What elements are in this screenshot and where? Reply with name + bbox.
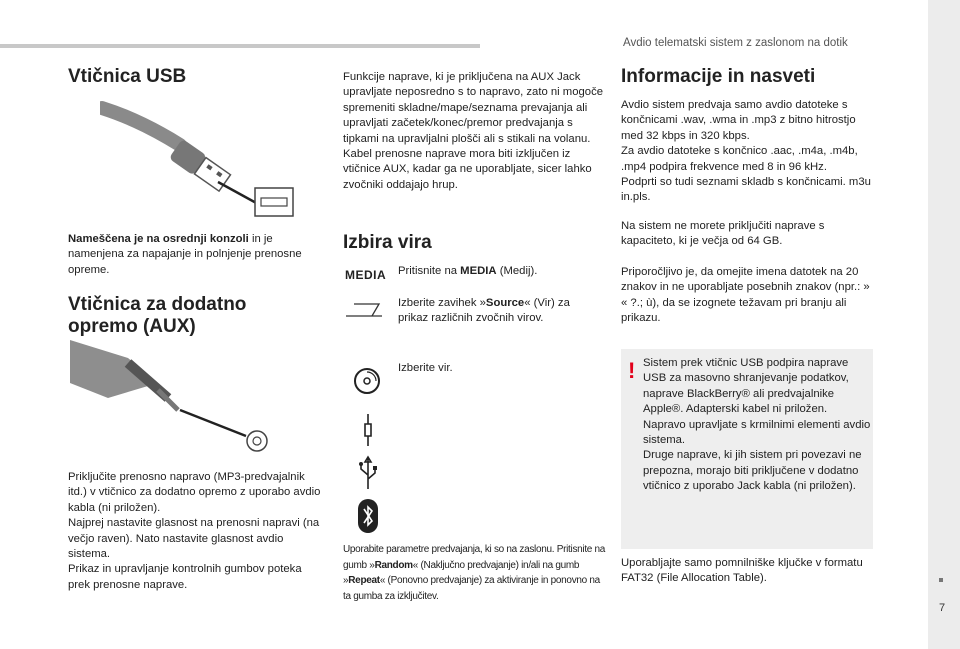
source-heading: Izbira vira: [343, 232, 432, 253]
bluetooth-icon: [357, 498, 379, 534]
step-source-tab: Izberite zavihek »Source« (Vir) za prikaz različnih zvočnih virov.: [398, 297, 570, 325]
warning-icon: !: [628, 358, 636, 383]
info-paragraph-capacity: Na sistem ne morete priključiti naprave s kapaciteto, ki je večja od 64 GB.: [621, 220, 825, 248]
usb-description: Nameščena je na osrednji konzoli in je namenjena za napajanje in polnjenje prenosne opreme.: [68, 233, 302, 276]
side-strip: [928, 0, 960, 649]
media-icon: MEDIA: [345, 268, 387, 282]
running-header: Avdio telematski sistem z zaslonom na dotik: [623, 37, 848, 49]
aux-jack-illustration: [68, 338, 278, 453]
page-marker: [939, 578, 943, 582]
step-media: Pritisnite na MEDIA (Medij).: [398, 265, 538, 277]
info-paragraph-formats: Avdio sistem predvaja samo avdio datoteke s končnicami .wav, .wma in .mp3 z bitno hitrostjo med 32 kbps in 320 kbps. Za avdio datoteke s končnico .aac, .m4a, .m4b, .mp4 podpira frekvence med 8 in 96 kHz. Podprti so tudi seznami skladb s končnicami. m3u in.pls.: [621, 99, 871, 204]
tab-icon: [344, 300, 384, 320]
source-footer-note: Uporabite parametre predvajanja, ki so na zaslonu. Pritisnite na gumb »Random« (Naključno predvajanje) in/ali na gumb »Repeat« (Ponovno predvajanje) za aktiviranje in ponovno na ta gumba za izključitev.: [343, 544, 606, 602]
info-heading: Informacije in nasveti: [621, 66, 816, 87]
header-rule: [0, 44, 480, 48]
aux-functions-text: Funkcije naprave, ki je priključena na AUX Jack upravljate neposredno s to napravo, zato ni mogoče spremeniti skladne/mape/seznama prevajanja ali upravljati začetek/konec/premor predvajanja s tipkami na upravljalni plošči ali s stikali na volanu. Kabel prenosne naprave mora biti izključen iz vtičnice AUX, kadar ga ne uporabljate, sicer lahko zvočniki oddajajo hrup.: [343, 71, 603, 191]
usb-plug-illustration: [100, 100, 300, 220]
info-paragraph-filenames: Priporočljivo je, da omejite imena datotek na 20 znakov in ne uporabljate posebnih znakov (npr.: » « ?.; ù), da se izognete težavam pri branju ali prikazu.: [621, 266, 870, 325]
aux-jack-icon: [360, 412, 376, 448]
step-select-source: Izberite vir.: [398, 362, 453, 374]
aux-description: Priključite prenosno napravo (MP3-predvajalnik itd.) v vtičnico za dodatno opremo z uporabo avdio kabla (ni priložen). Najprej nastavite glasnost na prenosni napravi (na večjo raven). Nato nastavite glasnost avdio sistema. Prikaz in upravljanje kontrolnih gumbov poteka prek prenosne naprave.: [68, 471, 321, 591]
page-number: 7: [939, 602, 946, 614]
usb-icon: [357, 455, 379, 491]
disc-icon: [352, 366, 382, 396]
info-paragraph-fat32: Uporabljajte samo pomnilniške ključke v formatu FAT32 (File Allocation Table).: [621, 557, 863, 585]
warning-note-text: Sistem prek vtičnic USB podpira naprave USB za masovno shranjevanje podatkov, naprave BlackBerry® ali predvajalnike Apple®. Adapterski kabel ni priložen. Napravo upravljate s krmilnimi elementi avdio sistema. Druge naprave, ki jih sistem pri povezavi ne prepozna, morajo biti priključene v dodatno vtičnico z uporabo Jack kabla (ni priložen).: [643, 357, 871, 493]
aux-heading: Vtičnica za dodatno opremo (AUX): [68, 294, 247, 337]
usb-heading: Vtičnica USB: [68, 66, 187, 87]
